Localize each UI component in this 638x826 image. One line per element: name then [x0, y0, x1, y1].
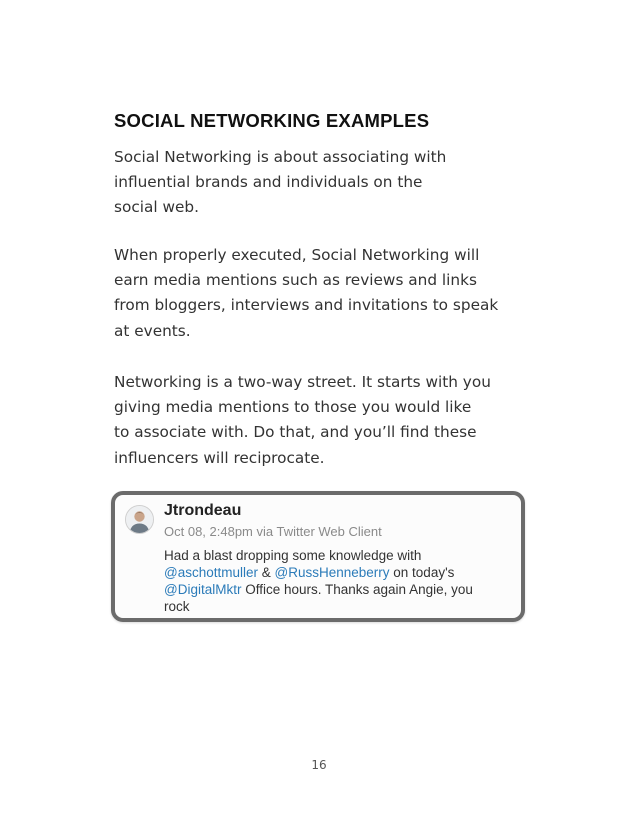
- paragraph-line: earn media mentions such as reviews and links: [114, 271, 477, 290]
- tweet-timestamp: Oct 08, 2:48pm via Twitter Web Client: [164, 524, 382, 539]
- paragraph-line: When properly executed, Social Networking will: [114, 246, 480, 264]
- mention-link: @DigitalMktr: [164, 582, 242, 597]
- tweet-body: [164, 547, 504, 615]
- tweet-line: rock: [164, 599, 190, 614]
- tweet-text-fragment: on today's: [389, 565, 455, 580]
- user-avatar-icon: [125, 505, 154, 534]
- paragraph-line: from bloggers, interviews and invitations to speak: [114, 296, 499, 315]
- tweet-line: [164, 581, 504, 598]
- paragraph-intro: [114, 145, 524, 221]
- paragraph-line: giving media mentions to those you would like: [114, 398, 472, 417]
- page-number: 16: [311, 758, 327, 772]
- paragraph-line: social web.: [114, 198, 199, 217]
- tweet-username: Jtrondeau: [164, 502, 242, 519]
- section-heading: SOCIAL NETWORKING EXAMPLES: [114, 110, 430, 131]
- mention-link: @aschottmuller: [164, 565, 258, 580]
- tweet-text-fragment: Office hours. Thanks again Angie, you: [241, 582, 473, 597]
- paragraph-benefits: [114, 243, 524, 344]
- paragraph-two-way-street: [114, 370, 524, 471]
- paragraph-line: to associate with. Do that, and you’ll find these: [114, 423, 477, 442]
- paragraph-line: at events.: [114, 321, 191, 340]
- mention-link: @RussHenneberry: [274, 565, 390, 580]
- paragraph-line: influencers will reciprocate.: [114, 448, 325, 467]
- tweet-line: Had a blast dropping some knowledge with: [164, 548, 422, 563]
- paragraph-line: influential brands and individuals on the: [114, 173, 423, 192]
- tweet-text-fragment: &: [258, 565, 275, 580]
- paragraph-line: Social Networking is about associating with: [114, 148, 447, 166]
- tweet-screenshot: [111, 491, 525, 622]
- paragraph-line: Networking is a two-way street. It starts with you: [114, 373, 491, 391]
- tweet-line: [164, 564, 504, 581]
